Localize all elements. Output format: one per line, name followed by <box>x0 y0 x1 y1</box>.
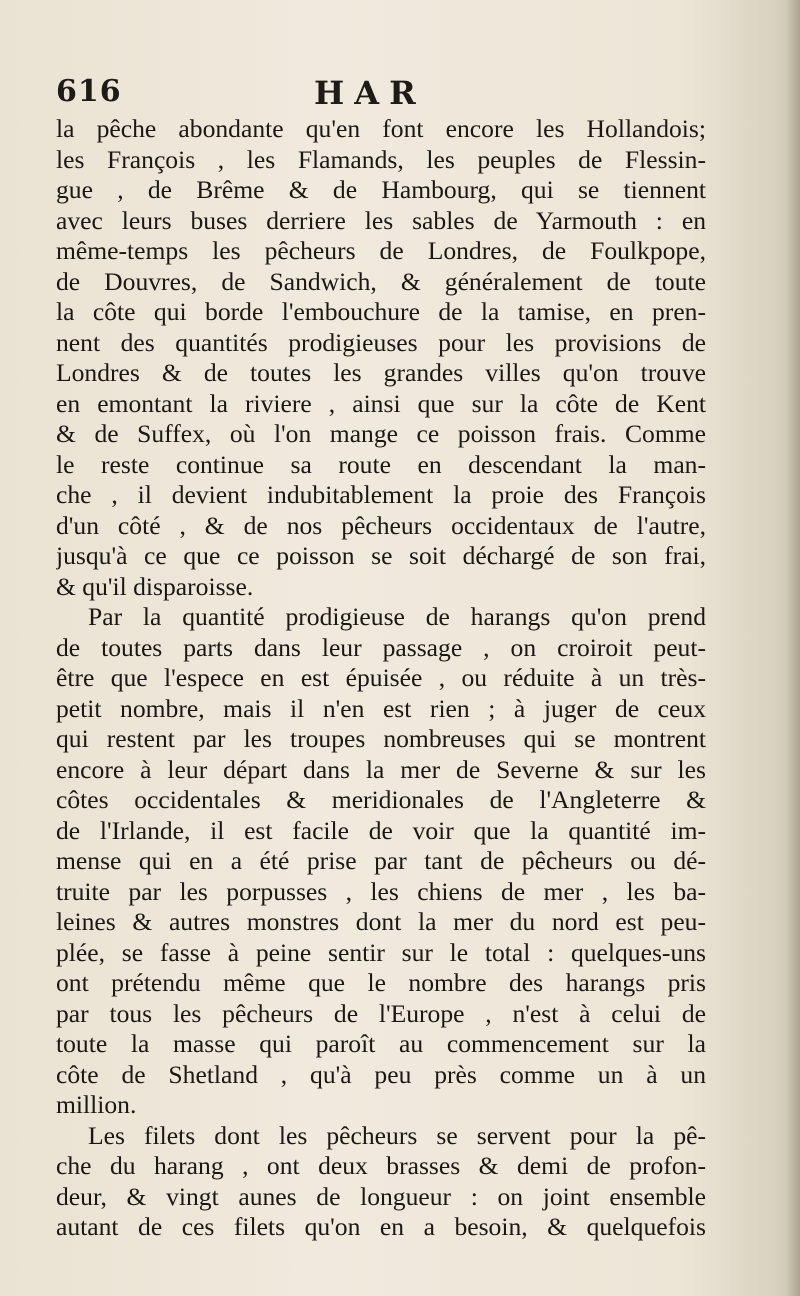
paragraph-start-line: Les filets dont les pêcheurs se servent pour la pê- <box>88 1120 706 1150</box>
text-line: jusqu'à ce que ce poisson se soit déchargé de son frai, <box>56 541 706 570</box>
text-line: ont prétendu même que le nombre des harangs pris <box>56 968 706 997</box>
text-line: le reste continue sa route en descendant la man- <box>56 449 706 479</box>
text-line: d'un côté , & de nos pêcheurs occidentaux de l'autre, <box>56 510 706 540</box>
text-line: & de Suffex, où l'on mange ce poisson frais. Comme <box>56 419 706 448</box>
text-line: par tous les pêcheurs de l'Europe , n'est à celui de <box>56 998 706 1028</box>
text-line: gue , de Brême & de Hambourg, qui se tiennent <box>56 175 706 204</box>
text-line: qui restent par les troupes nombreuses qui se montrent <box>56 724 706 753</box>
text-line: de Douvres, de Sandwich, & généralement de toute <box>56 266 706 296</box>
text-line: côtes occidentales & meridionales de l'Angleterre & <box>56 785 706 814</box>
text-line: de toutes parts dans leur passage , on croiroit peut- <box>56 632 706 662</box>
text-line: encore à leur départ dans la mer de Severne & sur les <box>56 754 706 784</box>
text-line: leines & autres monstres dont la mer du nord est peu- <box>56 907 706 936</box>
text-line: de l'Irlande, il est facile de voir que la quantité im- <box>56 815 706 845</box>
text-line: côte de Shetland , qu'à peu près comme un à un <box>56 1059 706 1089</box>
text-line: deur, & vingt aunes de longueur : on joint ensemble <box>56 1181 706 1211</box>
paragraph-start-line: Par la quantité prodigieuse de harangs qu'on prend <box>88 602 706 631</box>
text-line: che , il devient indubitablement la proie des François <box>56 480 706 509</box>
text-line: petit nombre, mais il n'en est rien ; à juger de ceux <box>56 693 706 723</box>
body-text <box>56 114 706 1243</box>
text-line: avec leurs buses derriere les sables de Yarmouth : en <box>56 205 706 235</box>
paragraph-end-line: & qu'il disparoisse. <box>56 571 254 601</box>
running-title: HAR <box>314 74 426 112</box>
text-line: che du harang , ont deux brasses & demi de profon- <box>56 1151 706 1180</box>
text-line: la pêche abondante qu'en font encore les Hollandois; <box>56 114 706 143</box>
text-line: mense qui en a été prise par tant de pêcheurs ou dé- <box>56 846 706 875</box>
text-line: autant de ces filets qu'on en a besoin, & quelquefois <box>56 1212 706 1241</box>
text-line: plée, se fasse à peine sentir sur le total : quelques-uns <box>56 937 706 967</box>
text-line: nent des quantités prodigieuses pour les provisions de <box>56 327 706 357</box>
running-head <box>56 72 716 116</box>
text-line: même-temps les pêcheurs de Londres, de Foulkpope, <box>56 236 706 265</box>
text-line: la côte qui borde l'embouchure de la tamise, en pren- <box>56 297 706 326</box>
page-edge-shadow <box>786 0 800 1296</box>
paragraph-end-line: million. <box>56 1090 137 1119</box>
text-line: Londres & de toutes les grandes villes qu'on trouve <box>56 358 706 387</box>
text-line: les François , les Flamands, les peuples de Flessin- <box>56 144 706 174</box>
text-line: être que l'espece en est épuisée , ou réduite à un très- <box>56 663 706 692</box>
text-line: en emontant la riviere , ainsi que sur la côte de Kent <box>56 388 706 418</box>
page-number: 616 <box>56 74 122 109</box>
text-line: toute la masse qui paroît au commencement sur la <box>56 1029 706 1058</box>
text-line: truite par les porpusses , les chiens de mer , les ba- <box>56 876 706 906</box>
